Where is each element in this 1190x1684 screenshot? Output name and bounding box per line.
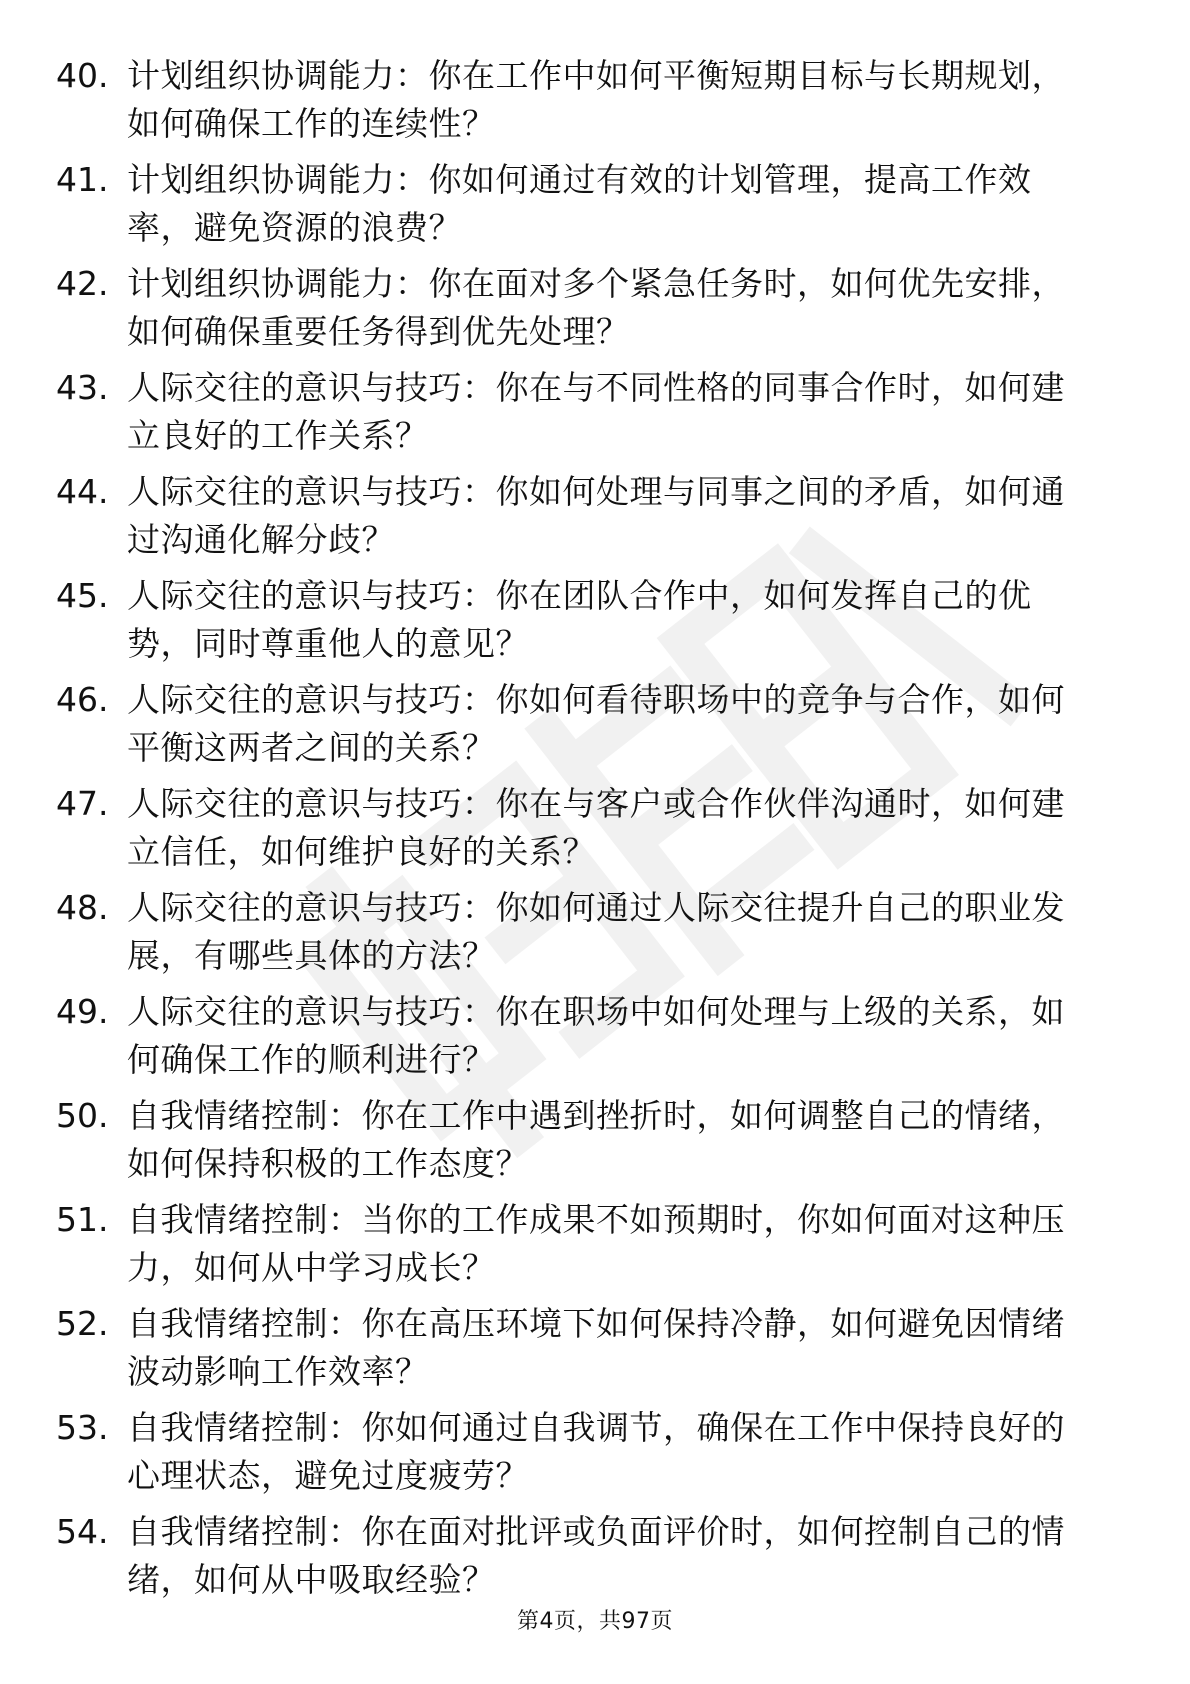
question-text xyxy=(127,780,1127,876)
question-line-1: 人际交往的意识与技巧：你如何处理与同事之间的矛盾，如何通 xyxy=(127,472,1065,511)
question-text xyxy=(127,1404,1127,1500)
question-text xyxy=(127,52,1127,148)
question-line-2: 如何保持积极的工作态度？ xyxy=(127,1144,529,1183)
question-line-1: 计划组织协调能力：你在面对多个紧急任务时，如何优先安排， xyxy=(127,264,1065,303)
question-line-2: 如何确保工作的连续性？ xyxy=(127,104,496,143)
page-footer xyxy=(0,1604,1190,1635)
question-text xyxy=(127,988,1127,1084)
question-line-1: 人际交往的意识与技巧：你在职场中如何处理与上级的关系，如 xyxy=(127,992,1065,1031)
question-item xyxy=(56,676,1136,780)
question-line-2: 立良好的工作关系？ xyxy=(127,416,429,455)
question-number: 43. xyxy=(56,368,109,407)
question-number: 54. xyxy=(56,1512,109,1551)
question-text xyxy=(127,1300,1127,1396)
question-line-1: 自我情绪控制：你在工作中遇到挫折时，如何调整自己的情绪， xyxy=(127,1096,1065,1135)
question-item xyxy=(56,884,1136,988)
question-number: 46. xyxy=(56,680,109,719)
question-item xyxy=(56,1196,1136,1300)
page-number-label: 第4页，共97页 xyxy=(517,1609,673,1634)
question-line-2: 平衡这两者之间的关系？ xyxy=(127,728,496,767)
question-item xyxy=(56,364,1136,468)
question-text xyxy=(127,1508,1127,1604)
question-line-2: 如何确保重要任务得到优先处理？ xyxy=(127,312,630,351)
question-item xyxy=(56,1092,1136,1196)
question-line-1: 计划组织协调能力：你如何通过有效的计划管理，提高工作效 xyxy=(127,160,1032,199)
question-line-2: 率，避免资源的浪费？ xyxy=(127,208,462,247)
question-item xyxy=(56,780,1136,884)
question-item xyxy=(56,260,1136,364)
question-line-2: 势，同时尊重他人的意见？ xyxy=(127,624,529,663)
question-number: 40. xyxy=(56,56,109,95)
question-text xyxy=(127,364,1127,460)
question-line-1: 人际交往的意识与技巧：你如何通过人际交往提升自己的职业发 xyxy=(127,888,1065,927)
question-item xyxy=(56,156,1136,260)
question-item xyxy=(56,1404,1136,1508)
question-line-2: 心理状态，避免过度疲劳？ xyxy=(127,1456,529,1495)
question-text xyxy=(127,156,1127,252)
question-line-2: 展，有哪些具体的方法？ xyxy=(127,936,496,975)
question-text xyxy=(127,572,1127,668)
question-line-1: 人际交往的意识与技巧：你在与不同性格的同事合作时，如何建 xyxy=(127,368,1065,407)
question-item xyxy=(56,572,1136,676)
question-item xyxy=(56,1300,1136,1404)
question-line-2: 过沟通化解分歧？ xyxy=(127,520,395,559)
question-line-2: 绪，如何从中吸取经验？ xyxy=(127,1560,496,1599)
question-line-1: 自我情绪控制：你如何通过自我调节，确保在工作中保持良好的 xyxy=(127,1408,1065,1447)
question-number: 50. xyxy=(56,1096,109,1135)
question-text xyxy=(127,884,1127,980)
question-line-2: 波动影响工作效率？ xyxy=(127,1352,429,1391)
question-number: 49. xyxy=(56,992,109,1031)
question-number: 52. xyxy=(56,1304,109,1343)
question-number: 48. xyxy=(56,888,109,927)
question-item xyxy=(56,1508,1136,1612)
question-number: 42. xyxy=(56,264,109,303)
question-text xyxy=(127,676,1127,772)
question-line-2: 何确保工作的顺利进行？ xyxy=(127,1040,496,1079)
question-line-2: 力，如何从中学习成长？ xyxy=(127,1248,496,1287)
question-item xyxy=(56,52,1136,156)
question-list xyxy=(56,52,1136,1612)
question-line-1: 计划组织协调能力：你在工作中如何平衡短期目标与长期规划， xyxy=(127,56,1065,95)
question-number: 45. xyxy=(56,576,109,615)
question-item xyxy=(56,468,1136,572)
question-line-1: 自我情绪控制：当你的工作成果不如预期时，你如何面对这种压 xyxy=(127,1200,1065,1239)
question-line-1: 人际交往的意识与技巧：你在与客户或合作伙伴沟通时，如何建 xyxy=(127,784,1065,823)
question-number: 41. xyxy=(56,160,109,199)
question-number: 47. xyxy=(56,784,109,823)
question-number: 44. xyxy=(56,472,109,511)
question-line-1: 人际交往的意识与技巧：你如何看待职场中的竞争与合作，如何 xyxy=(127,680,1065,719)
question-item xyxy=(56,988,1136,1092)
question-number: 51. xyxy=(56,1200,109,1239)
question-text xyxy=(127,468,1127,564)
question-line-2: 立信任，如何维护良好的关系？ xyxy=(127,832,596,871)
question-number: 53. xyxy=(56,1408,109,1447)
question-line-1: 人际交往的意识与技巧：你在团队合作中，如何发挥自己的优 xyxy=(127,576,1032,615)
question-line-1: 自我情绪控制：你在面对批评或负面评价时，如何控制自己的情 xyxy=(127,1512,1065,1551)
question-text xyxy=(127,1092,1127,1188)
question-text xyxy=(127,1196,1127,1292)
question-text xyxy=(127,260,1127,356)
question-line-1: 自我情绪控制：你在高压环境下如何保持冷静，如何避免因情绪 xyxy=(127,1304,1065,1343)
